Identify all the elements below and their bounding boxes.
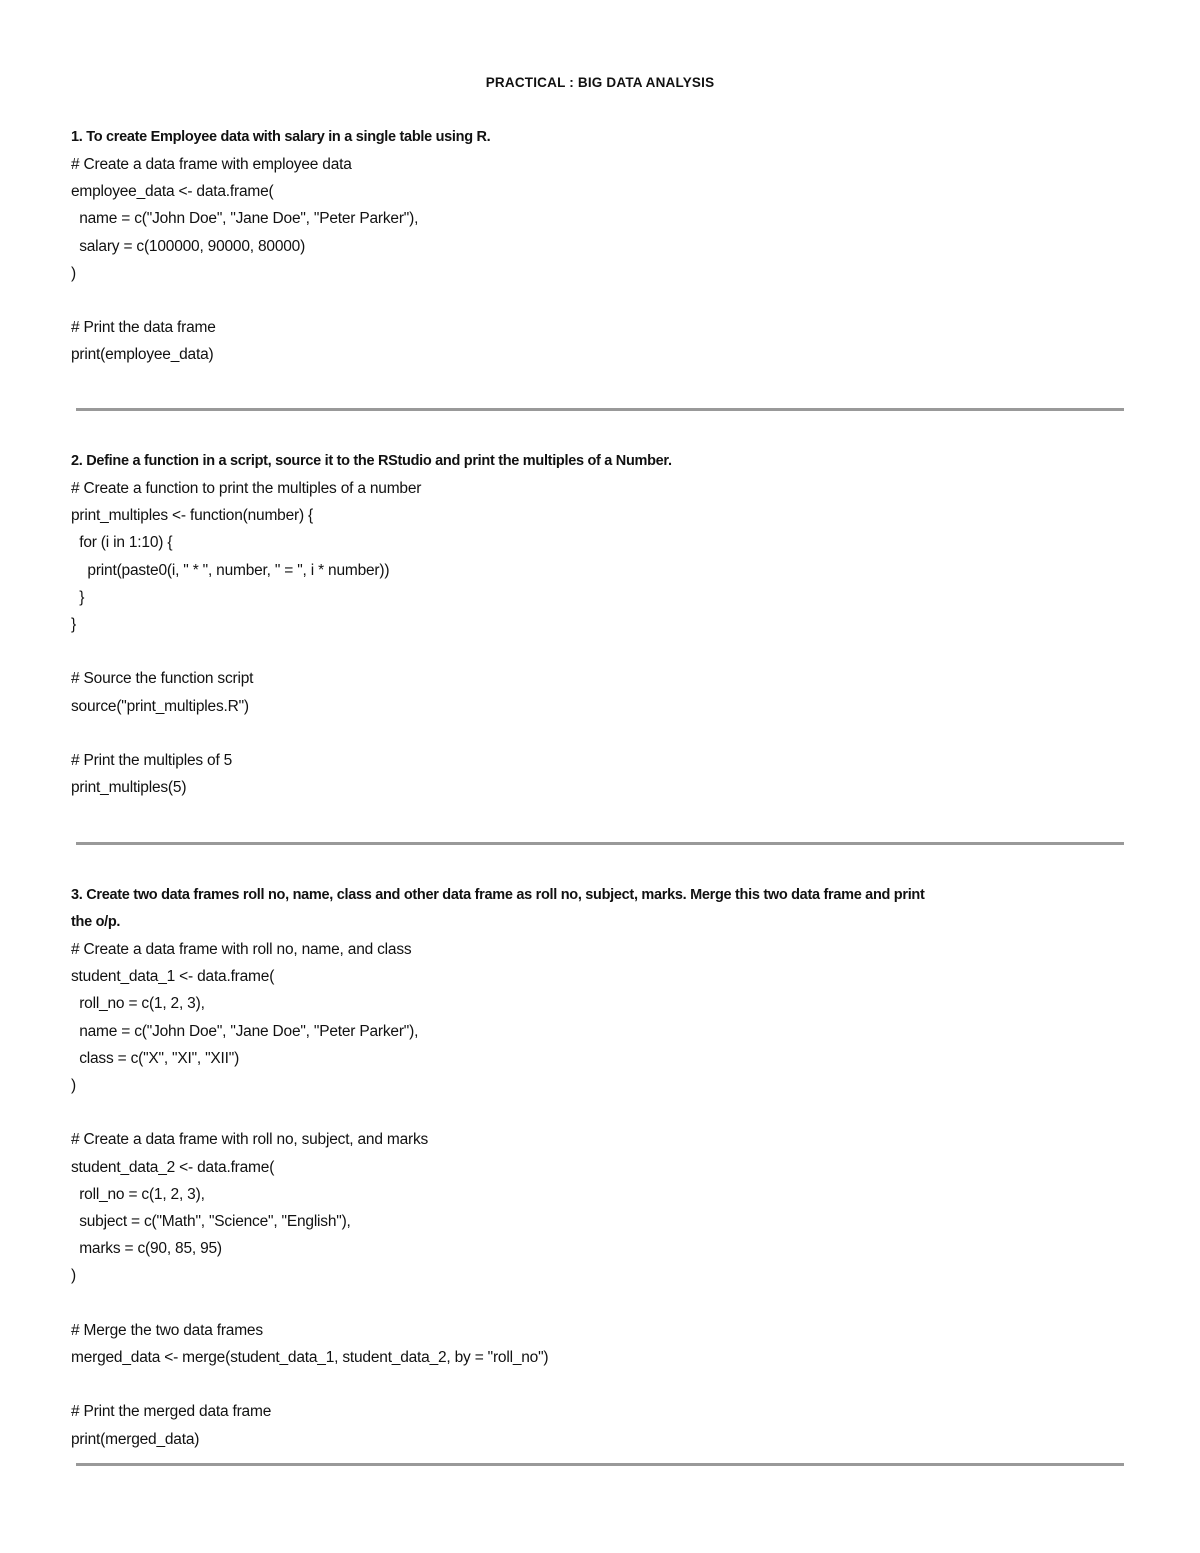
- section-divider-1: [76, 408, 1124, 411]
- code-comment-line: # Print the data frame: [71, 319, 216, 337]
- code-line: for (i in 1:10) {: [71, 534, 173, 552]
- code-comment-line: # Create a data frame with employee data: [71, 156, 352, 173]
- code-line: marks = c(90, 85, 95): [71, 1240, 222, 1258]
- code-line: name = c("John Doe", "Jane Doe", "Peter Parker"),: [71, 210, 419, 228]
- code-line: ): [71, 264, 76, 282]
- code-line: print(paste0(i, " * ", number, " = ", i * number)): [71, 561, 390, 579]
- question-1-section: [71, 124, 1131, 369]
- code-comment-line: # Merge the two data frames: [71, 1321, 263, 1339]
- blank-line: [71, 1290, 1131, 1317]
- code-line: print_multiples <- function(number) {: [71, 507, 314, 525]
- question-2-section: [71, 448, 1131, 801]
- code-line: }: [71, 588, 85, 606]
- page-title: PRACTICAL : BIG DATA ANALYSIS: [485, 75, 715, 90]
- question-2-heading: 2. Define a function in a script, source it to the RStudio and print the multiples of a Number.: [71, 453, 672, 469]
- section-divider-2: [76, 842, 1124, 845]
- code-line: }: [71, 616, 76, 634]
- blank-line: [71, 720, 1131, 747]
- code-line: merged_data <- merge(student_data_1, student_data_2, by = "roll_no"): [71, 1349, 549, 1367]
- blank-line: [71, 1099, 1131, 1126]
- code-line: name = c("John Doe", "Jane Doe", "Peter Parker"),: [71, 1022, 419, 1040]
- code-line: print(employee_data): [71, 346, 214, 364]
- blank-line: [71, 1371, 1131, 1398]
- question-3-section: [71, 882, 1131, 1453]
- code-line: print(merged_data): [71, 1430, 200, 1448]
- code-line: roll_no = c(1, 2, 3),: [71, 995, 205, 1013]
- code-comment-line: # Create a data frame with roll no, name, and class: [71, 941, 412, 958]
- code-line: roll_no = c(1, 2, 3),: [71, 1185, 205, 1203]
- question-1-heading: 1. To create Employee data with salary in a single table using R.: [71, 129, 491, 145]
- code-comment-line: # Print the merged data frame: [71, 1403, 272, 1421]
- blank-line: [71, 287, 1131, 314]
- code-line: student_data_2 <- data.frame(: [71, 1158, 275, 1176]
- question-3-code: [71, 936, 1131, 1453]
- code-line: class = c("X", "XI", "XII"): [71, 1049, 240, 1067]
- question-2-code: [71, 475, 1131, 801]
- question-1-code: [71, 151, 1131, 369]
- blank-line: [71, 638, 1131, 665]
- code-line: source("print_multiples.R"): [71, 697, 249, 715]
- code-line: student_data_1 <- data.frame(: [71, 968, 275, 986]
- code-comment-line: # Print the multiples of 5: [71, 752, 233, 769]
- code-line: ): [71, 1077, 76, 1095]
- code-line: subject = c("Math", "Science", "English"),: [71, 1213, 351, 1231]
- code-line: employee_data <- data.frame(: [71, 183, 274, 201]
- question-3-heading-line-1: 3. Create two data frames roll no, name, class and other data frame as roll no, subject, marks. Merge this two data frame and print: [71, 887, 925, 903]
- code-comment-line: # Create a data frame with roll no, subject, and marks: [71, 1131, 429, 1149]
- code-line: salary = c(100000, 90000, 80000): [71, 237, 306, 255]
- code-comment-line: # Create a function to print the multiples of a number: [71, 480, 422, 497]
- code-line: print_multiples(5): [71, 779, 187, 797]
- code-line: ): [71, 1267, 76, 1285]
- section-divider-3: [76, 1463, 1124, 1466]
- question-3-heading-line-2: the o/p.: [71, 914, 121, 930]
- code-comment-line: # Source the function script: [71, 670, 254, 688]
